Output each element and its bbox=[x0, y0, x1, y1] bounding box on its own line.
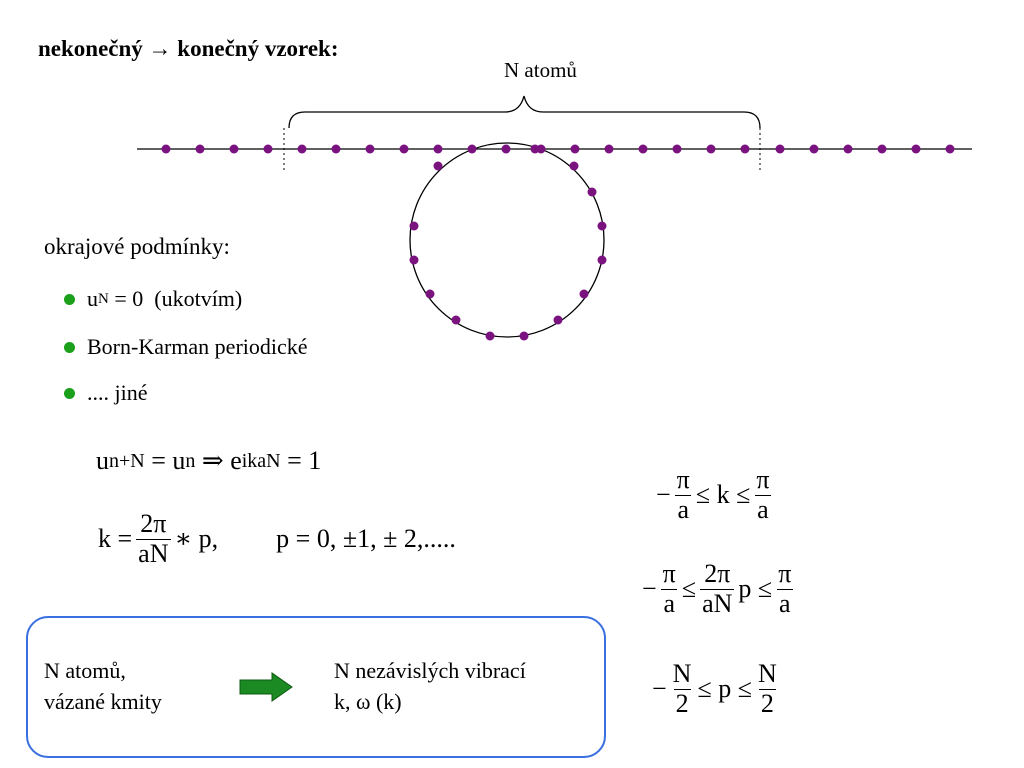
chain-atom bbox=[434, 145, 443, 154]
box-right-text: N nezávislých vibrací k, ω (k) bbox=[334, 658, 526, 714]
bullet-dot bbox=[64, 294, 75, 305]
periodic-ring bbox=[410, 143, 604, 337]
box-left-text: N atomů, vázané kmity bbox=[44, 658, 162, 714]
chain-atom bbox=[400, 145, 409, 154]
ring-atom bbox=[434, 162, 443, 171]
chain-atom bbox=[946, 145, 955, 154]
ring-atom bbox=[426, 290, 435, 299]
wavevector-equation: k = $\frac{2\pi}{aN}$ ∗ p, p = 0, ±1, ± 2,..... bbox=[98, 509, 456, 568]
ring-atom bbox=[598, 222, 607, 231]
p-range-inequality-2: − $\frac{N}{2}$ ≤ p ≤ $\frac{N}{2}$ bbox=[652, 659, 777, 718]
chain-atom bbox=[912, 145, 921, 154]
green-arrow-icon bbox=[238, 672, 294, 702]
ring-atom bbox=[452, 316, 461, 325]
p-range-inequality-1: − $\frac{\pi}{a}$ ≤ $\frac{2\pi}{aN}$ p ≤ $\frac{\pi}{a}$ bbox=[642, 559, 792, 618]
chain-atom bbox=[264, 145, 273, 154]
chain-atom bbox=[537, 145, 546, 154]
bullet-dot bbox=[64, 342, 75, 353]
chain-atom bbox=[298, 145, 307, 154]
atoms-group bbox=[162, 145, 955, 341]
bullet-born-karman: Born-Karman periodické bbox=[64, 334, 308, 360]
chain-atom bbox=[639, 145, 648, 154]
chain-atom bbox=[571, 145, 580, 154]
ring-atom bbox=[580, 290, 589, 299]
slide-title: nekonečný → konečný vzorek: bbox=[38, 36, 339, 61]
bullet-fixed: u N = 0 (ukotvím) bbox=[64, 286, 242, 312]
chain-atom bbox=[844, 145, 853, 154]
boundary-conditions-heading: okrajové podmínky: bbox=[44, 234, 230, 259]
chain-atom bbox=[502, 145, 511, 154]
ring-atom bbox=[598, 256, 607, 265]
ring-atom bbox=[410, 222, 419, 231]
chain-atom bbox=[673, 145, 682, 154]
ring-atom bbox=[520, 332, 529, 341]
chain-atom bbox=[605, 145, 614, 154]
ring-atom bbox=[588, 188, 597, 197]
chain-atom bbox=[741, 145, 750, 154]
chain-atom bbox=[366, 145, 375, 154]
bullet-dot bbox=[64, 388, 75, 399]
chain-atom bbox=[230, 145, 239, 154]
k-range-inequality: − $\frac{\pi}{a}$ ≤ k ≤ $\frac{\pi}{a}$ bbox=[656, 465, 770, 524]
chain-atom bbox=[776, 145, 785, 154]
n-atoms-label: N atomů bbox=[504, 58, 577, 82]
chain-atom bbox=[196, 145, 205, 154]
chain-atom bbox=[810, 145, 819, 154]
periodicity-equation: u n+N = u n ⇒ e ikaN = 1 bbox=[96, 446, 322, 475]
chain-atom bbox=[878, 145, 887, 154]
chain-atom bbox=[332, 145, 341, 154]
ring-atom bbox=[570, 162, 579, 171]
chain-atom bbox=[468, 145, 477, 154]
bullet-other: .... jiné bbox=[64, 380, 148, 406]
ring-atom bbox=[410, 256, 419, 265]
n-atoms-brace bbox=[289, 96, 760, 128]
ring-atom bbox=[486, 332, 495, 341]
ring-atom bbox=[554, 316, 563, 325]
chain-atom bbox=[707, 145, 716, 154]
chain-atom bbox=[162, 145, 171, 154]
